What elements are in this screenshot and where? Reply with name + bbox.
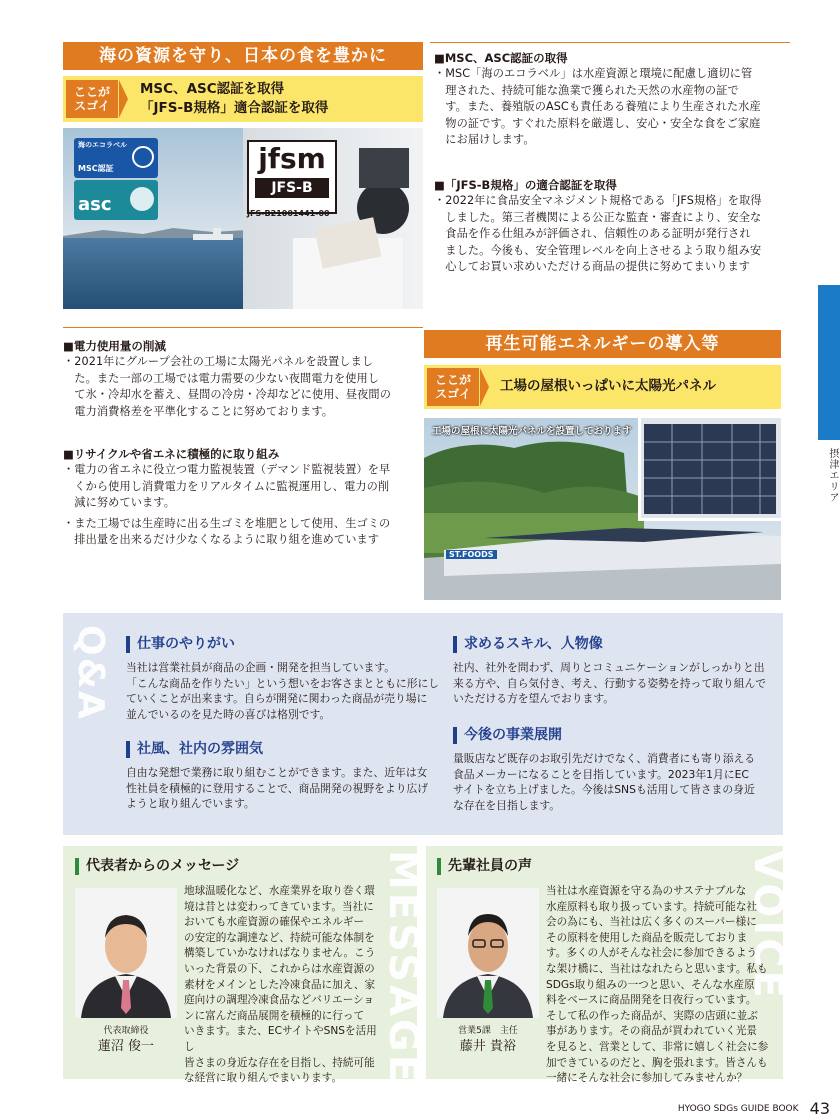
qa-title: 社風、社内の雰囲気 — [126, 741, 441, 758]
message-body — [184, 884, 384, 1087]
recycle-line: 減に努めています。 — [63, 496, 175, 510]
recycle-line: ・電力の省エネに役立つ電力監視装置（デマンド監視装置）を早 — [63, 463, 391, 476]
message-line: の安定的な調達など、持続可能な体制を — [184, 931, 375, 944]
fish-icon — [132, 146, 154, 168]
recycle-line: 排出量を出来るだけ少なくなるように取り組を進めています — [63, 533, 380, 547]
message-line: 素材をメインとした冷凍食品に加え、家 — [184, 978, 376, 991]
message-line: いきます。また、ECサイトやSNSを活用し — [184, 1025, 377, 1053]
qa-line: 「こんな商品を作りたい」という想いをお客さまとともに形にし — [126, 676, 440, 690]
page-number: 43 — [809, 1099, 830, 1118]
voice-line: 加できているのだと、胸を張れます。皆さんも — [546, 1056, 768, 1069]
jfs-line: しました。第三者機関による公正な監査・審査により、安全な — [434, 210, 762, 224]
power-line: ・2021年にグループ会社の工場に太陽光パネルを設置しまし — [63, 355, 374, 368]
solar-photo-caption: 工場の屋根に太陽光パネルを設置しております — [432, 426, 632, 437]
voice-line: す。多くの人がそんな社会に参加できるよう — [546, 947, 758, 960]
footer — [660, 1098, 830, 1118]
qa-item — [453, 636, 773, 707]
section-title-energy: 再生可能エネルギーの導入等 — [424, 330, 781, 358]
highlight-text-solar: 工場の屋根いっぱいに太陽光パネル — [500, 378, 716, 394]
voice-body — [546, 884, 774, 1087]
highlight-line-1: MSC、ASC認証を取得 — [140, 81, 285, 97]
qa-line: いただける方を望んでおります。 — [453, 692, 615, 706]
divider-line — [430, 42, 790, 43]
msc-logo-line: 海のエコラベル — [78, 141, 127, 149]
power-line: て氷・冷却水を蓄え、昼間の冷房・冷却などに使用、昼夜間の — [63, 388, 392, 402]
message-line: いった背景の下、これからは水産資源の — [184, 962, 375, 975]
jfs-logo-code: JFS-B21001441-00 — [247, 209, 330, 218]
qa-line: 社内、社外を問わず、周りとコミュニケーションがしっかりと出 — [453, 661, 765, 674]
badge-line-2: スゴイ — [74, 99, 110, 113]
recycle-block — [63, 446, 419, 549]
message-line: 皆さまの身近な存在を目指し、持続可能 — [184, 1056, 375, 1069]
jfs-line: ました。今後も、安全管理レベルを向上させるよう取り組み安 — [434, 243, 762, 257]
qa-line: 食品メーカーになることを目指しています。2023年1月にEC — [453, 767, 749, 781]
msc-line: 理された、持続可能な漁業で獲られた天然の水産物の証で — [434, 83, 739, 97]
badge-arrow — [119, 80, 128, 118]
ceo-role: 代表取締役 — [103, 1026, 149, 1036]
recycle-line: くから使用し消費電力をリアルタイムに監視運用し、電力の削 — [63, 479, 390, 493]
badge-arrow — [480, 368, 489, 406]
qa-line: 当社は営業社員が商品の企画・開発を担当しています。 — [126, 661, 396, 674]
message-line: 地球温暖化など、水産業界を取り巻く環 — [184, 885, 375, 897]
jfs-block — [434, 177, 794, 276]
sugoi-badge — [66, 80, 118, 118]
msc-line: にお届けします。 — [434, 133, 535, 147]
ceo-photo — [75, 888, 177, 1018]
msc-heading: ■MSC、ASC認証の取得 — [434, 51, 568, 65]
employee-role: 営業5課 主任 — [458, 1026, 518, 1036]
voice-line: 一緒にそんな社会に参加してみませんか？ — [546, 1072, 748, 1085]
qa-line: 並んでいるのを見た時の喜びは格別です。 — [126, 707, 331, 721]
solar-factory-photo — [424, 418, 781, 600]
jfs-line: 心してお買い求めいただける商品の提供に努めてまいります — [434, 260, 751, 274]
msc-line: す。また、養殖版のASCも責任ある養殖により生産された水産 — [434, 100, 761, 114]
message-title: 代表者からのメッセージ — [75, 858, 239, 875]
qa-title: 仕事のやりがい — [126, 636, 441, 653]
message-line: ンに富んだ商品展開を積極的に行って — [184, 1009, 365, 1022]
voice-line: な架け橋に、当社はなれたらと思います。私も — [546, 962, 768, 975]
qa-vertical-label: Q&A — [70, 625, 111, 721]
qa-line: な存在を目指します。 — [453, 798, 561, 812]
qa-item — [126, 741, 441, 812]
qa-line: 来る方や、自ら気付き、考え、行動する姿勢を持って取り組んで — [453, 676, 767, 690]
power-block — [63, 338, 419, 420]
msc-logo — [74, 138, 158, 178]
section-title-ocean: 海の資源を守り、日本の食を豊かに — [63, 42, 423, 70]
jfs-logo-sub: JFS-B — [255, 178, 329, 198]
footer-book-title: HYOGO SDGs GUIDE BOOK — [677, 1103, 799, 1114]
voice-line: 会の為にも、当社は広く多くのスーパー様に — [546, 916, 757, 929]
sugoi-badge — [427, 368, 479, 406]
ceo-name: 蓮沼 俊一 — [97, 1039, 155, 1054]
message-line: な経営に取り組んでまいります。 — [184, 1072, 343, 1085]
jfs-logo-title: jfsm — [258, 142, 326, 175]
qa-line: 自由な発想で業務に取り組むことができます。また、近年は女 — [126, 766, 428, 779]
message-line: おいても水産資源の確保やエネルギー — [184, 916, 365, 929]
employee-photo — [437, 888, 539, 1018]
recycle-line: ・また工場では生産時に出る生ゴミを堆肥として使用、生ゴミの — [63, 516, 391, 530]
power-line: 電力消費格差を平準化することに努めております。 — [63, 404, 334, 418]
factory-sign: ST.FOODS — [446, 550, 497, 559]
power-heading: ■電力使用量の削減 — [63, 339, 166, 353]
badge-line-1: ここが — [73, 85, 110, 99]
msc-logo-label: MSC認証 — [78, 164, 114, 173]
voice-title: 先輩社員の声 — [437, 858, 532, 875]
divider-line — [63, 327, 423, 328]
qa-line: ようと取り組んでいます。 — [126, 797, 255, 811]
qa-item — [453, 727, 773, 813]
highlight-line-2: 「JFS-B規格」適合認証を取得 — [140, 100, 329, 116]
message-line: 構築していかなければなりません。こう — [184, 947, 376, 960]
highlight-text-certification — [140, 80, 420, 118]
voice-line: 水産原料も取り扱っています。持続可能な社 — [546, 900, 758, 913]
qa-item — [126, 636, 441, 722]
asc-fish-icon — [130, 187, 154, 211]
qa-line: 性社員を積極的に登用することで、商品開発の視野をより広げ — [126, 781, 429, 795]
qa-title: 今後の事業展開 — [453, 727, 773, 744]
voice-line: その原料を使用した商品を販売しておりま — [546, 931, 748, 944]
message-line: 境は昔とは変わってきています。当社に — [184, 900, 374, 913]
jfs-line: ・2022年に食品安全マネジメント規格である「JFS規格」を取得 — [434, 194, 762, 207]
voice-line: SDGs取り組みの一つと思い、そんな水産原 — [546, 978, 755, 991]
voice-line: 事があります。その商品が買われていく光景 — [546, 1025, 758, 1038]
employee-name: 藤井 貴裕 — [459, 1039, 517, 1054]
msc-asc-block — [434, 50, 794, 149]
recycle-heading: ■リサイクルや省エネに積極的に取り組み — [63, 447, 280, 461]
voice-line: そして私の作った商品が、実際の店頭に並ぶ — [546, 1009, 758, 1022]
area-side-tab-label: 摂津エリア — [827, 448, 838, 503]
qa-title: 求めるスキル、人物像 — [453, 636, 773, 653]
asc-logo — [74, 180, 158, 220]
power-line: た。また一部の工場では電力需要の少ない夜間電力を使用し — [63, 371, 380, 385]
qa-line: サイトを立ち上げました。今後はSNSも活用して皆さまの身近 — [453, 783, 755, 797]
jfs-logo — [247, 140, 337, 214]
jfs-heading: ■「JFS-B規格」の適合認証を取得 — [434, 178, 617, 192]
msc-line: ・MSC「海のエコラベル」は水産資源と環境に配慮し適切に管 — [434, 67, 753, 80]
voice-line: 料をベースに商品開発を日夜行っています。 — [546, 994, 757, 1007]
msc-line: 物の証です。すぐれた原料を厳選し、安心・安全な食をご家庭 — [434, 116, 761, 130]
jfs-line: 食品を作る仕組みが評価され、信頼性のある証明が発行され — [434, 227, 751, 241]
area-side-tab-color — [818, 285, 840, 440]
qa-line: 量販店など既存のお取引先だけでなく、消費者にも寄り添える — [453, 752, 756, 765]
message-vertical-label: MESSAGE — [380, 850, 426, 1086]
badge-line-2: スゴイ — [435, 387, 471, 401]
voice-line: 当社は水産資源を守る為のサステナブルな — [546, 885, 747, 897]
voice-vertical-label: VOICE — [745, 850, 791, 1001]
message-line: 庭向けの調理冷凍食品などバリエーショ — [184, 994, 375, 1007]
qa-line: ていくことが出来ます。自らが開発に関わった商品が売り場に — [126, 692, 428, 706]
voice-line: を見ると、営業として、非常に嬉しく社会に参 — [546, 1040, 769, 1053]
asc-logo-label: asc — [78, 194, 112, 215]
badge-line-1: ここが — [434, 373, 471, 387]
